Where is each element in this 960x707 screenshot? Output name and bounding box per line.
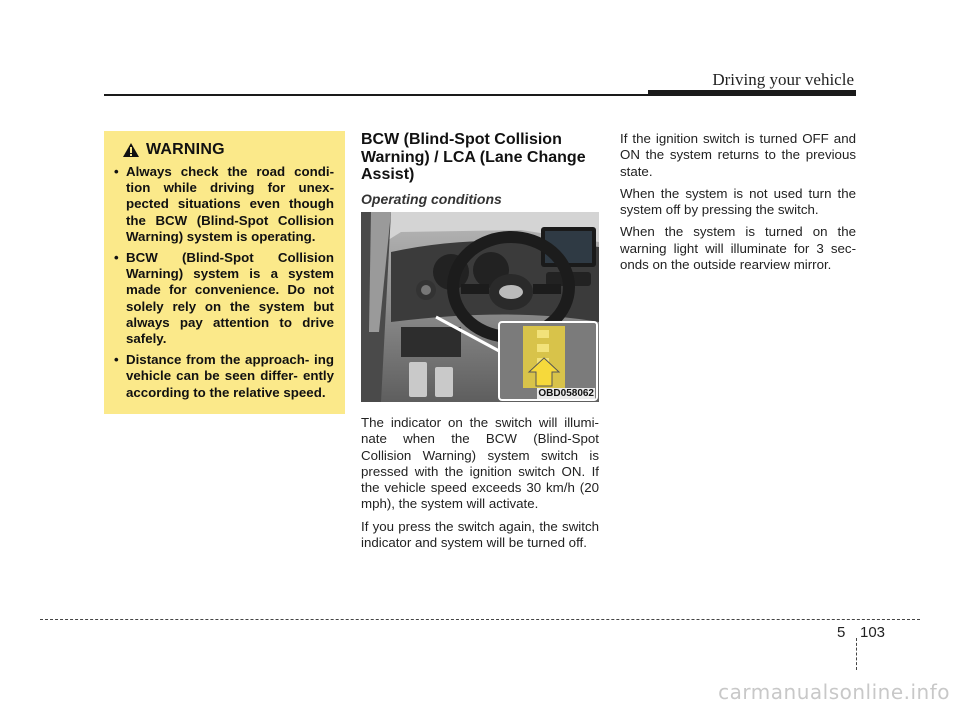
section-subtitle: Operating conditions [361,190,502,207]
warning-item [112,352,334,401]
dashboard-figure [361,212,599,402]
bullet: • [114,352,119,368]
warning-header [122,141,334,159]
paragraph: When the system is turned on the warning light will illuminate for 3 sec- onds on the outside rearview mirror. [620,224,856,273]
chapter-number: 5 [837,624,846,641]
paragraph: If the ignition switch is turned OFF and ON the system returns to the previous state. [620,131,856,179]
figure-code: OBD058062 [538,388,594,399]
warning-item-text: BCW (Blind-Spot Collision Warning) system is a system made for convenience. Do not solely rely on the system but always pay attention to drive safely. [126,250,334,347]
warning-item [112,250,334,347]
warning-title: WARNING [146,141,225,158]
header-title: Driving your vehicle [712,70,854,89]
warning-item-text: Distance from the approach- ing vehicle can be seen differ- ently according to the relative speed. [126,352,334,400]
warning-box [104,131,345,414]
warning-item [112,164,334,245]
header-bar [648,90,856,96]
paragraph: The indicator on the switch will illumi- nate when the BCW (Blind-Spot Collision Warning) system switch is pressed with the ignition switch ON. If the vehicle speed exceeds 30 km/h (20 mph), the system will activate. [361,415,599,512]
bullet: • [114,164,119,179]
paragraph: When the system is not used turn the system off by pressing the switch. [620,185,856,218]
footer-rule [40,619,920,620]
watermark: carmanualsonline.info [718,680,950,704]
section-title: BCW (Blind-Spot Collision Warning) / LCA (Lane Change Assist) [361,131,586,183]
section-column [361,131,599,207]
footer-divider [856,638,857,670]
page-number: 103 [860,624,886,641]
warning-triangle-icon [122,142,140,158]
warning-list [112,164,334,401]
section-body [361,415,599,557]
warning-item-text: Always check the road condi- tion while driving for unex- pected situations even though the BCW (Blind-Spot Collision Warning) system is operating. [126,164,334,244]
right-column [620,131,856,279]
bullet: • [114,250,119,266]
dashboard-illustration [361,212,599,402]
paragraph: If you press the switch again, the switch indicator and system will be turned off. [361,518,599,551]
